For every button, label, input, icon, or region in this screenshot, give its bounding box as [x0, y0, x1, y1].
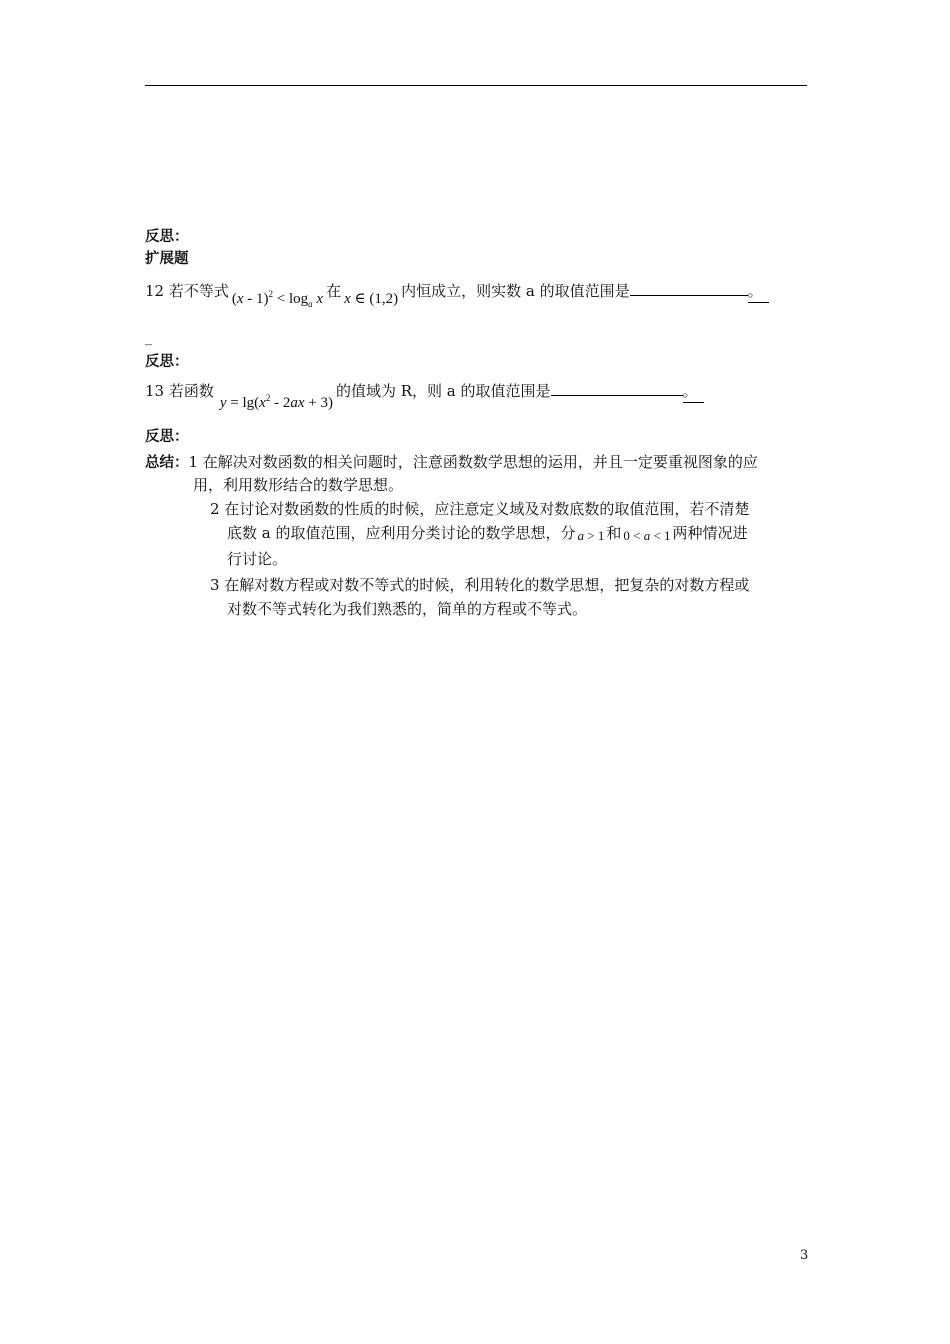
- summary-p1-line2: 用，利用数形结合的数学思想。: [193, 476, 404, 494]
- summary-p3-line2: 对数不等式转化为我们熟悉的，简单的方程或不等式。: [227, 600, 588, 618]
- q13-end: 。: [683, 380, 704, 403]
- stray-underscore: _: [145, 330, 152, 346]
- q12-suffix: 内恒成立，则实数 a 的取值范围是: [401, 282, 630, 300]
- q13-answer-blank: [551, 379, 683, 396]
- math-a-between-0-1: 0 < a < 1: [623, 528, 671, 543]
- math-a-greater-1: a > 1: [577, 528, 605, 543]
- reflection-label-2: 反思：: [145, 354, 189, 370]
- summary-p2-line3: 行讨论。: [227, 550, 288, 568]
- question-12: [145, 276, 769, 308]
- q12-prefix: 12 若不等式: [145, 282, 229, 300]
- q13-prefix: 13 若函数: [145, 382, 214, 400]
- reflection-label-3: 反思：: [145, 429, 189, 445]
- expansion-title: 扩展题: [145, 251, 189, 267]
- reflection-label-1: 反思：: [145, 229, 189, 245]
- q12-inequality: $(x - 1)^2 < \log_a x$: [231, 289, 324, 309]
- q13-suffix: 的值域为 R，则 a 的取值范围是: [335, 382, 551, 400]
- header-rule: [145, 85, 807, 86]
- q12-answer-blank: [630, 279, 748, 296]
- summary-p1-line1: 1 在解决对数函数的相关问题时，注意函数数学思想的运用，并且一定要重视图象的应: [188, 453, 758, 471]
- summary-p2-line1: 2 在讨论对数函数的性质的时候，应注意定义域及对数底数的取值范围，若不清楚: [210, 500, 750, 518]
- summary-p3-line1: 3 在解对数方程或对数不等式的时候，利用转化的数学思想，把复杂的对数方程或: [210, 576, 750, 594]
- summary-line-1: [145, 451, 758, 474]
- q13-function: $y = \lg(x^2 - 2ax + 3)$: [219, 393, 333, 411]
- q12-interval: x ∈ (1,2): [344, 291, 399, 307]
- q12-end: 。: [748, 280, 769, 303]
- question-13: [145, 376, 704, 411]
- summary-label: 总结：: [145, 455, 189, 471]
- q12-mid: 在: [326, 282, 342, 300]
- summary-p2-line2: 底数 a 的取值范围，应利用分类讨论的数学思想，分 a > 1 和 0 < a < 1 两种情况进: [227, 524, 748, 543]
- page-number: 3: [800, 1248, 809, 1263]
